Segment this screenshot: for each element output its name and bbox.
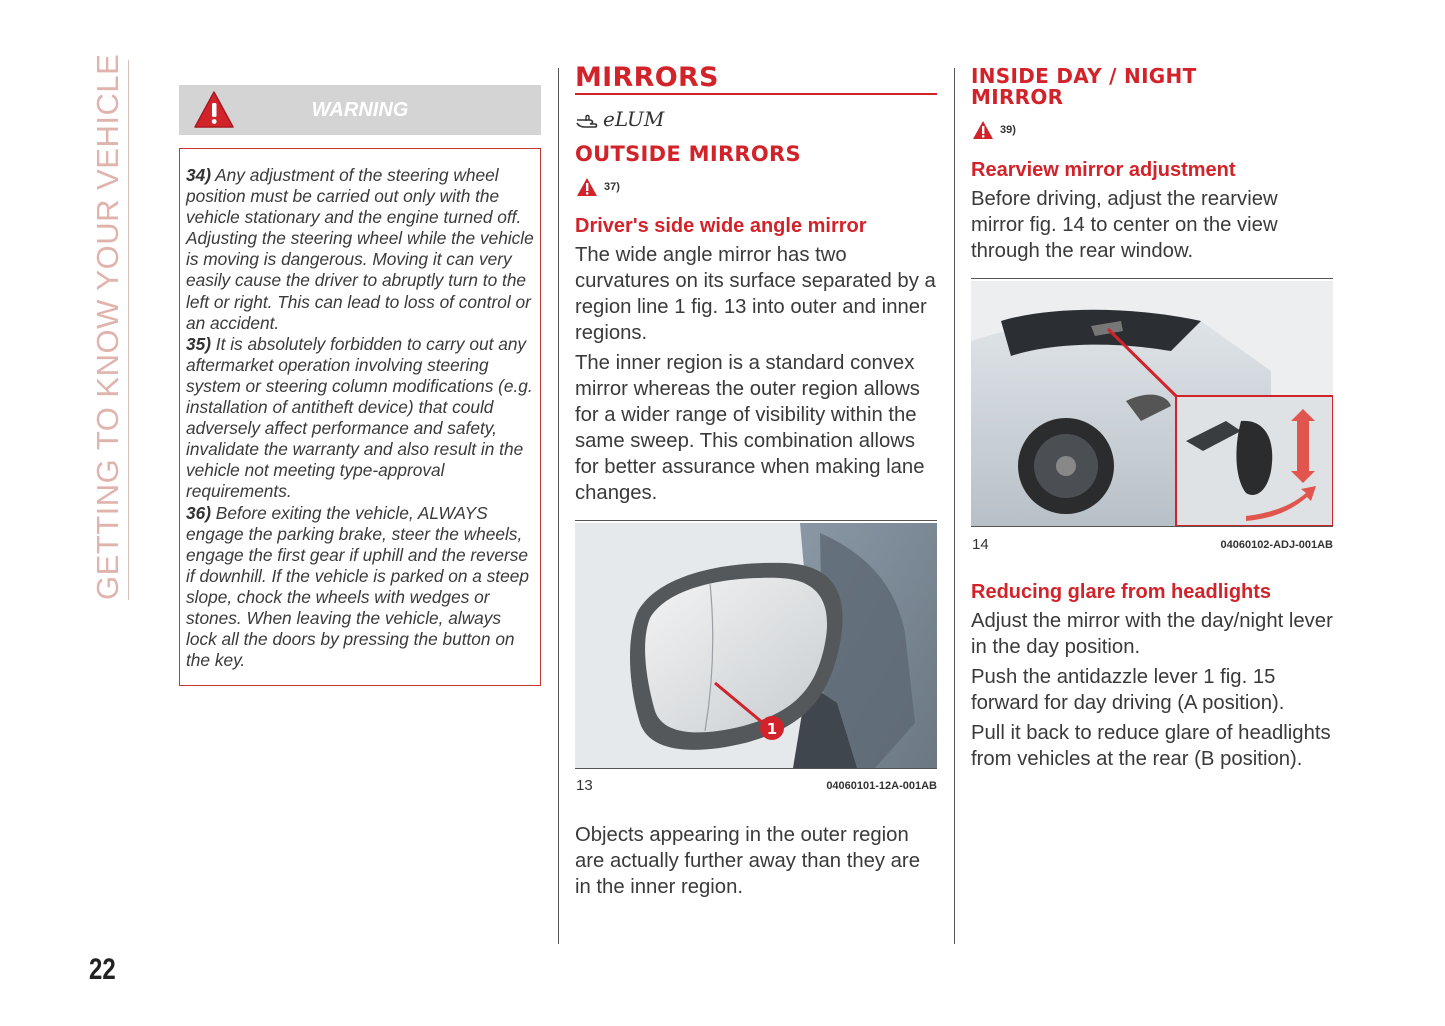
- rearview-heading: Rearview mirror adjustment: [971, 159, 1236, 181]
- figure-number: 13: [576, 777, 593, 794]
- figure-number: 14: [972, 536, 989, 553]
- figure-code: 04060102-ADJ-001AB: [1220, 539, 1333, 551]
- glare-heading: Reducing glare from headlights: [971, 581, 1272, 603]
- warning-triangle-icon: [972, 120, 994, 140]
- wide-angle-text: The wide angle mirror has two curvatures on its surface separated by a region line 1 fig. 13 into outer and inner regions. The inner region is a standard convex mirror whereas the outer region allows for a wider range of visibility within the same sweep. This combination allows for better assurance when making lane changes.: [575, 244, 936, 504]
- pointing-hand-icon: [576, 111, 602, 131]
- wide-angle-heading: Driver's side wide angle mirror: [575, 215, 867, 237]
- elum-badge: eLUM: [576, 107, 664, 131]
- figure-rule: [971, 278, 1333, 279]
- figure-13-mirror: [575, 523, 937, 768]
- figure-rule: [575, 520, 937, 521]
- warning-ref: 37): [576, 177, 620, 197]
- figure-code: 04060101-12A-001AB: [826, 780, 937, 792]
- figure-callout: 1: [766, 720, 778, 738]
- glare-text: Adjust the mirror with the day/night lever in the day position. Push the antidazzle lever 1 fig. 15 forward for day driving (A position). Pull it back to reduce glare of headlights from vehicles at the rear (B position).: [971, 610, 1333, 770]
- inside-mirror-heading: INSIDE DAY / NIGHT MIRROR: [971, 64, 1197, 109]
- column-divider: [954, 68, 955, 944]
- figure-rule: [575, 768, 937, 769]
- warning-box: [179, 148, 541, 686]
- warning-ref: 39): [972, 120, 1016, 140]
- warning-item: 35) It is absolutely forbidden to carry out any aftermarket operation involving steering system or steering column modifications (e.g. installation of antitheft device) that could adversely affect performance and safety, invalidate the warranty and also result in the vehicle not meeting type-approval requirements.: [186, 333, 533, 502]
- warning-triangle-icon: [576, 177, 598, 197]
- section-side-title: GETTING TO KNOW YOUR VEHICLE: [90, 60, 129, 600]
- outside-mirrors-heading: OUTSIDE MIRRORS: [575, 142, 801, 166]
- rearview-text: Before driving, adjust the rearview mirror fig. 14 to center on the view through the rear window.: [971, 188, 1278, 262]
- warning-item: 36) Before exiting the vehicle, ALWAYS engage the parking brake, steer the wheels, engage the first gear if uphill and the reverse if downhill. If the vehicle is parked on a steep slope, chock the wheels with wedges or stones. When leaving the vehicle, always lock all the doors by pressing the button on the key.: [186, 502, 529, 671]
- warning-item: 34) Any adjustment of the steering wheel position must be carried out only with the vehicle stationary and the engine turned off. Adjusting the steering wheel while the vehicle is moving is dangerous. Moving it can very easily cause the driver to abruptly turn to the left or right. This can lead to loss of control or an accident.: [186, 165, 534, 333]
- page-number: 22: [89, 953, 116, 986]
- figure-rule: [971, 526, 1333, 527]
- warning-header: [179, 85, 541, 135]
- heading-rule: [575, 93, 937, 95]
- outer-region-note: Objects appearing in the outer region are actually further away than they are in the inner region.: [575, 824, 920, 898]
- column-divider: [558, 68, 559, 944]
- mirrors-heading: MIRRORS: [575, 62, 719, 93]
- warning-title: WARNING: [311, 99, 409, 121]
- figure-14-car: [971, 281, 1333, 526]
